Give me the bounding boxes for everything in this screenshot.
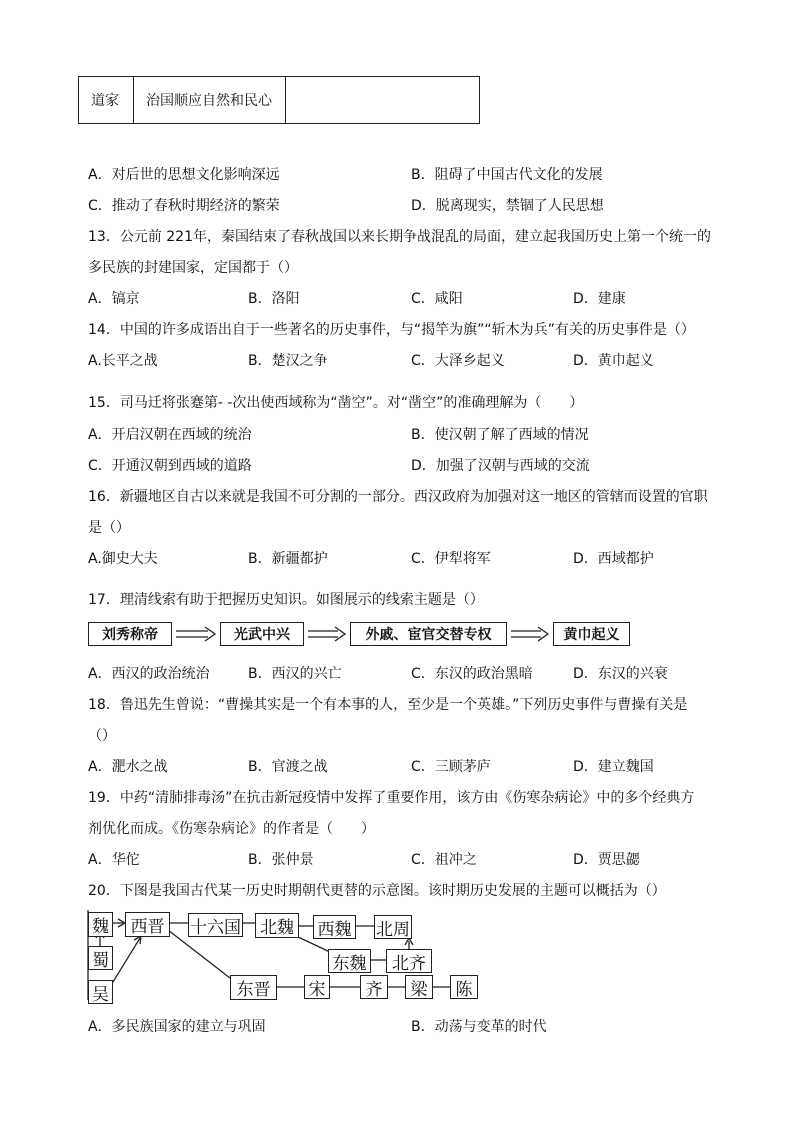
q12-option-c[interactable]: C．推动了春秋时期经济的繁荣 [88, 198, 280, 214]
q18-option-b[interactable]: B．官渡之战 [248, 759, 328, 775]
dynasty-shu: 蜀 [88, 946, 113, 970]
q14-option-b[interactable]: B．楚汉之争 [248, 353, 328, 369]
q18-stem-line1: 18．鲁迅先生曾说：“曹操其实是一个有本事的人，至少是一个英雄。”下列历史事件与曹操有关是 [88, 697, 688, 713]
q14-option-d[interactable]: D．黄巾起义 [573, 353, 654, 369]
q19-option-d[interactable]: D．贾思勰 [573, 852, 640, 868]
q17-option-b[interactable]: B．西汉的兴亡 [248, 666, 342, 682]
q19-option-b[interactable]: B．张仲景 [248, 852, 314, 868]
table-cell-idea: 治国顺应自然和民心 [134, 77, 286, 123]
flow-arrows [0, 622, 794, 646]
q13-option-d[interactable]: D．建康 [573, 291, 626, 307]
dynasty-xiwei: 西魏 [313, 915, 356, 939]
dynasty-beiwei: 北魏 [255, 913, 299, 938]
q19-option-a[interactable]: A．华佗 [88, 852, 140, 868]
flow-step-4: 黄巾起义 [553, 622, 630, 646]
dynasty-liang: 梁 [405, 975, 433, 999]
q19-stem-line2: 剂优化而成。《伤寒杂病论》的作者是（ ） [88, 821, 375, 837]
q15-stem-line1: 15．司马迁将张蹇第- -次出使西域称为“凿空”。对“凿空”的准确理解为（ ） [88, 395, 584, 411]
q17-stem-line1: 17．理清线索有助于把握历史知识。如图展示的线索主题是（） [88, 592, 484, 608]
q18-stem-line2: （） [88, 728, 116, 744]
q12-option-d[interactable]: D．脱离现实，禁锢了人民思想 [411, 198, 604, 214]
q13-option-c[interactable]: C．咸阳 [411, 291, 463, 307]
dynasty-shiliuguo: 十六国 [188, 913, 243, 937]
q18-option-d[interactable]: D．建立魏国 [573, 759, 654, 775]
flow-step-3: 外戚、宦官交替专权 [350, 622, 507, 646]
q17-option-c[interactable]: C．东汉的政治黑暗 [411, 666, 533, 682]
q20-stem-line1: 20．下图是我国古代某一历史时期朝代更替的示意图。该时期历史发展的主题可以概括为（） [88, 883, 666, 899]
q16-stem-line1: 16．新疆地区自古以来就是我国不可分割的一部分。西汉政府为加强对这一地区的管辖而设置的官职 [88, 489, 708, 505]
top-table [78, 76, 480, 124]
q17-option-a[interactable]: A．西汉的政治统治 [88, 666, 210, 682]
q17-option-d[interactable]: D．东汉的兴衰 [573, 666, 668, 682]
dynasty-beizhou: 北周 [374, 915, 412, 939]
q12-option-b[interactable]: B．阻碍了中国古代文化的发展 [411, 167, 603, 183]
q16-stem-line2: 是（） [88, 520, 130, 536]
dynasty-song: 宋 [304, 975, 330, 999]
q15-option-a[interactable]: A．开启汉朝在西域的统治 [88, 427, 252, 443]
flow-step-2: 光武中兴 [220, 622, 304, 646]
q13-stem-line1: 13．公元前 221年，秦国结束了春秋战国以来长期争战混乱的局面，建立起我国历史上第一个统一的 [88, 229, 711, 245]
dynasty-xijin: 西晋 [125, 912, 170, 937]
q16-option-d[interactable]: D．西域都护 [573, 551, 654, 567]
dynasty-qi: 齐 [360, 975, 388, 999]
q13-stem-line2: 多民族的封建国家，定国都于（） [88, 260, 298, 276]
q14-option-c[interactable]: C．大泽乡起义 [411, 353, 505, 369]
dynasty-wu: 吴 [88, 980, 113, 1004]
dynasty-dongwei: 东魏 [328, 949, 371, 973]
q20-option-b[interactable]: B．动荡与变革的时代 [411, 1019, 547, 1035]
q16-option-b[interactable]: B．新疆都护 [248, 551, 328, 567]
q18-option-c[interactable]: C．三顾茅庐 [411, 759, 491, 775]
flow-arrow-icon [511, 627, 548, 641]
q15-option-c[interactable]: C．开通汉朝到西域的道路 [88, 458, 252, 474]
flow-arrow-icon [176, 627, 215, 641]
table-cell-school: 道家 [79, 77, 134, 123]
q16-option-c[interactable]: C．伊犁将军 [411, 551, 491, 567]
dynasty-dongjin: 东晋 [230, 975, 277, 1000]
q19-option-c[interactable]: C．祖冲之 [411, 852, 477, 868]
q12-option-a[interactable]: A．对后世的思想文化影响深远 [88, 167, 280, 183]
q20-option-a[interactable]: A．多民族国家的建立与巩固 [88, 1019, 266, 1035]
q14-option-a[interactable]: A.长平之战 [88, 353, 158, 369]
dynasty-wei: 魏 [88, 912, 113, 937]
dynasty-beiqi: 北齐 [386, 949, 432, 973]
q16-option-a[interactable]: A.御史大夫 [88, 551, 158, 567]
q13-option-a[interactable]: A．镐京 [88, 291, 140, 307]
q19-stem-line1: 19．中药“清肺排毒汤”在抗击新冠疫情中发挥了重要作用，该方由《伤寒杂病论》中的多个经典方 [88, 790, 695, 806]
flow-step-1: 刘秀称帝 [88, 622, 172, 646]
q15-option-b[interactable]: B．使汉朝了解了西域的情况 [411, 427, 589, 443]
table-cell-empty [286, 77, 479, 123]
q14-stem-line1: 14．中国的许多成语出自于一些著名的历史事件，与“揭竿为旗”“斩木为兵”有关的历史事件是（） [88, 322, 695, 338]
flow-arrow-icon [308, 627, 345, 641]
q15-option-d[interactable]: D．加强了汉朝与西域的交流 [411, 458, 590, 474]
dynasty-chen: 陈 [450, 975, 478, 999]
q18-option-a[interactable]: A．淝水之战 [88, 759, 168, 775]
q13-option-b[interactable]: B．洛阳 [248, 291, 300, 307]
